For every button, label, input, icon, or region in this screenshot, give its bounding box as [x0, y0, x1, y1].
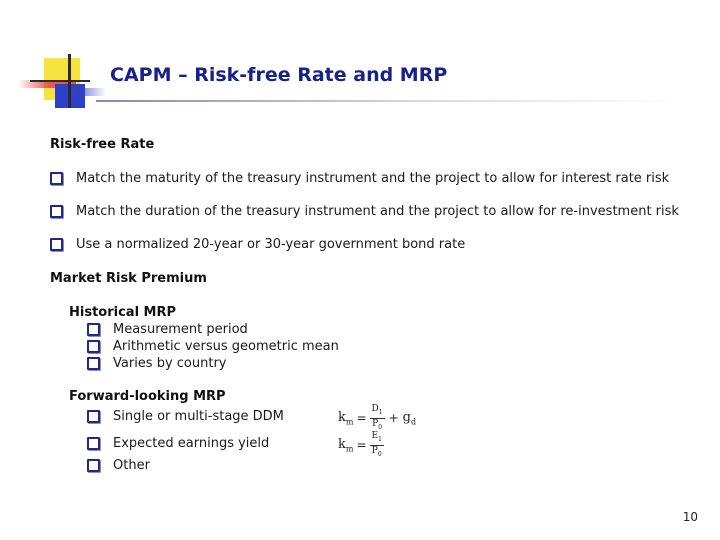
list-item [87, 458, 150, 473]
checkbox-bullet-icon [87, 459, 100, 472]
list-item [87, 409, 284, 424]
bullet-text: Varies by country [113, 356, 227, 371]
bullet-text: Single or multi-stage DDM [113, 409, 284, 424]
bullet-text: Match the duration of the treasury instrument and the project to allow for re-investment risk [76, 204, 679, 219]
checkbox-bullet-icon [87, 323, 100, 336]
logo-blue-bar [66, 88, 106, 96]
list-item [50, 204, 679, 219]
list-item [87, 356, 227, 371]
list-item [87, 436, 269, 451]
forward-mrp-heading: Forward-looking MRP [69, 389, 226, 404]
checkbox-bullet-icon [50, 172, 63, 185]
decorative-logo [0, 0, 110, 110]
logo-horizontal-line [30, 80, 90, 82]
bullet-text: Expected earnings yield [113, 436, 270, 451]
formula-growth: $g_d$ [402, 410, 417, 427]
risk-free-heading: Risk-free Rate [50, 137, 155, 152]
formula-equals: = [356, 438, 367, 453]
bullet-text: Other [113, 458, 150, 473]
mrp-heading: Market Risk Premium [50, 271, 207, 286]
checkbox-bullet-icon [87, 410, 100, 423]
list-item [87, 339, 339, 354]
list-item [87, 322, 248, 337]
bullet-text: Measurement period [113, 322, 248, 337]
bullet-text: Arithmetic versus geometric mean [113, 339, 339, 354]
checkbox-bullet-icon [50, 238, 63, 251]
formula-plus: + [388, 411, 399, 426]
formula-lhs: $k_m$ [338, 410, 354, 427]
checkbox-bullet-icon [87, 357, 100, 370]
list-item [50, 237, 465, 252]
list-item [50, 171, 669, 186]
bullet-text: Match the maturity of the treasury instrument and the project to allow for interest rate risk [76, 171, 670, 186]
title-divider [96, 100, 686, 102]
ddm-formula [338, 404, 416, 433]
bullet-text: Use a normalized 20-year or 30-year government bond rate [76, 237, 466, 252]
formula-fraction: $\frac{E_1}{P_0}$ [371, 431, 382, 458]
formula-equals: = [356, 411, 367, 426]
slide-title: CAPM – Risk-free Rate and MRP [110, 64, 448, 86]
checkbox-bullet-icon [50, 205, 63, 218]
formula-fraction: $\frac{D_1}{P_0}$ [371, 404, 383, 431]
checkbox-bullet-icon [87, 437, 100, 450]
historical-mrp-heading: Historical MRP [69, 305, 177, 320]
page-number: 10 [682, 510, 698, 524]
checkbox-bullet-icon [87, 340, 100, 353]
formula-lhs: $k_m$ [338, 437, 354, 454]
earnings-yield-formula [338, 431, 384, 460]
